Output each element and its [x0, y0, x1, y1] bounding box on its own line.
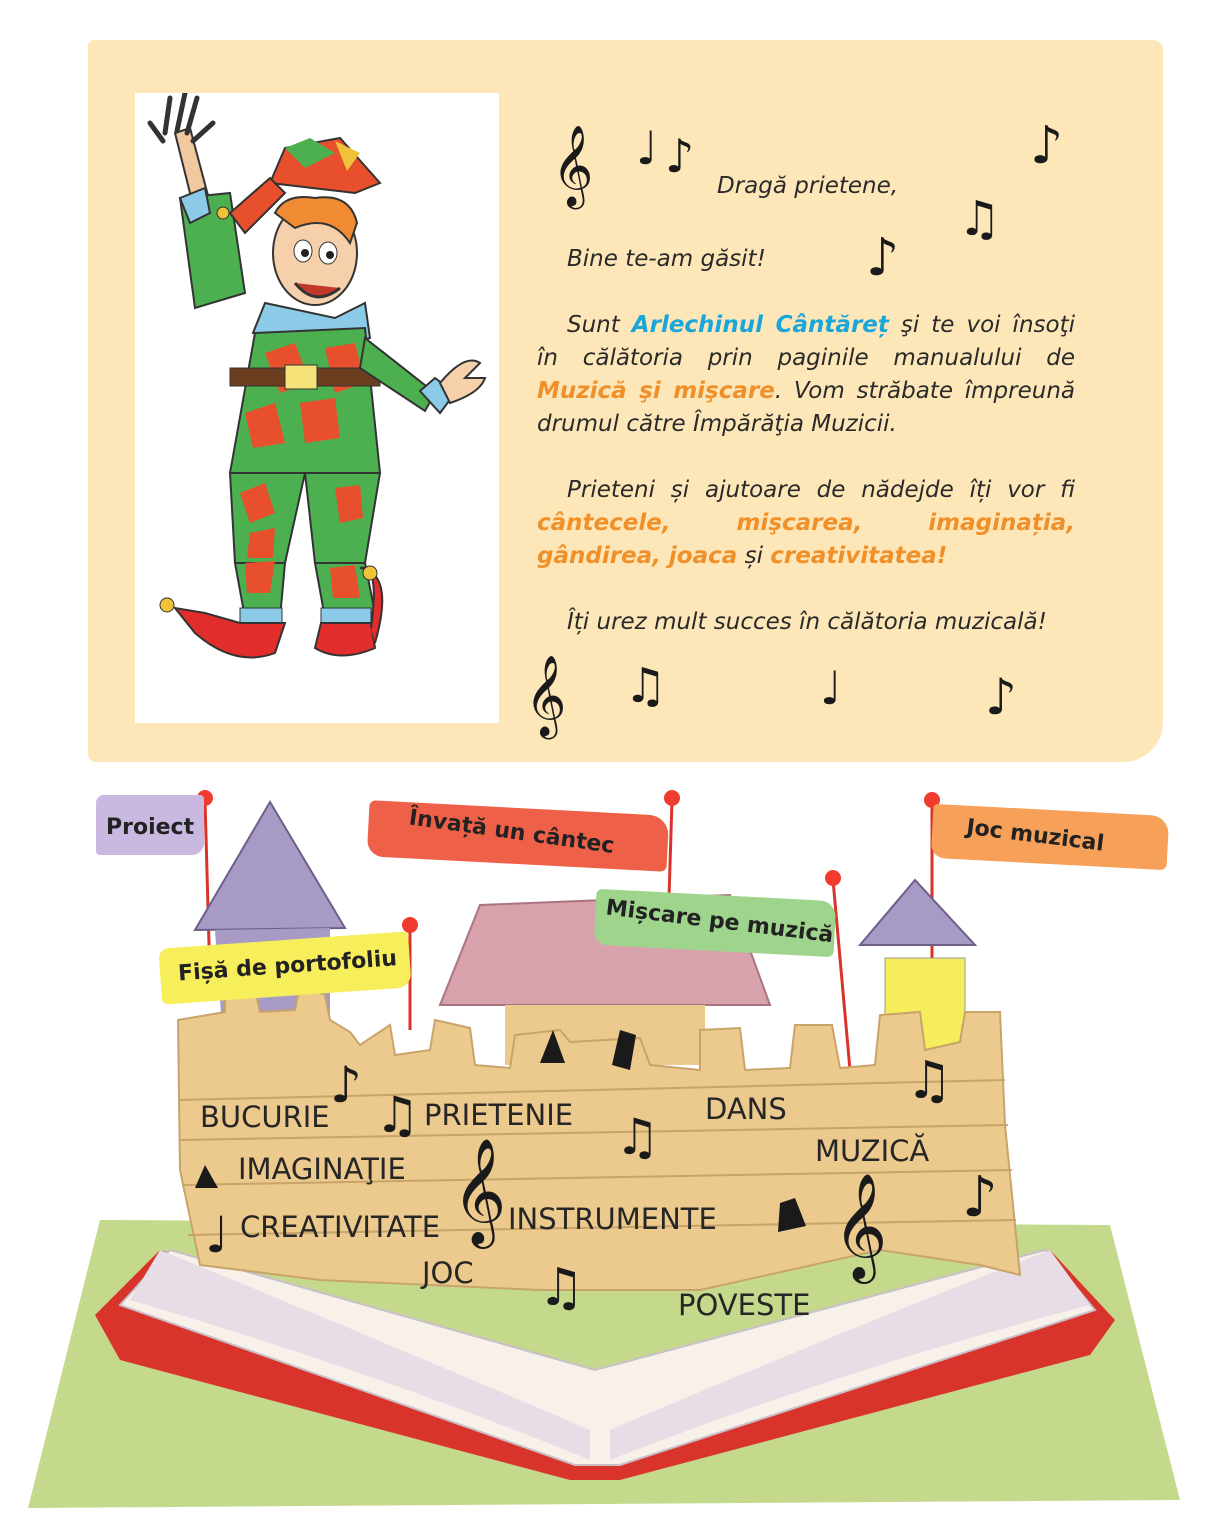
letter-closing: Îți urez mult succes în călătoria muzicală!: [567, 609, 1047, 635]
wall-word-creativitate: CREATIVITATE: [240, 1210, 441, 1244]
beamed-notes-icon: ♫: [958, 191, 1002, 247]
letter-paragraph-2: Sunt Arlechinul Cântăreț şi te voi însoţi în călătoria prin paginile manualului de Muzică şi mişcare. Vom străbate împreună drumul către Împărăţia Muzicii.: [537, 312, 1075, 437]
beamed-notes-icon: ♫: [375, 1086, 420, 1144]
flag-miscare-pe-muzica: Mișcare pe muzică: [594, 889, 837, 957]
wall-word-imaginatie: IMAGINAŢIE: [238, 1152, 406, 1186]
wall-word-instrumente: INSTRUMENTE: [508, 1202, 717, 1236]
eighth-note-icon: ♩: [636, 121, 658, 175]
eighth-note-icon: ♪: [985, 668, 1017, 726]
beamed-notes-icon: ♫: [615, 1108, 660, 1166]
wall-word-muzica: MUZICĂ: [815, 1134, 930, 1168]
flag-invata-un-cantec: Învață un cântec: [367, 800, 670, 872]
letter-text: [537, 170, 1075, 639]
letter-paragraph-3: Prieteni și ajutoare de nădejde îți vor fi cântecele, mişcarea, imaginația, gândirea, joaca și creativitatea!: [537, 477, 1075, 569]
treble-clef-icon: 𝄞: [552, 124, 594, 206]
eighth-note-icon: ♪: [665, 129, 695, 183]
wall-word-prietenie: PRIETENIE: [424, 1098, 574, 1132]
flag-fisa-de-portofoliu: Fișă de portofoliu: [158, 931, 411, 1004]
character-name: Arlechinul Cântăreț: [631, 312, 889, 338]
wall-word-bucurie: BUCURIE: [200, 1100, 330, 1134]
letter-line1: Bine te-am găsit!: [567, 246, 766, 272]
treble-clef-icon: 𝄞: [452, 1137, 507, 1244]
beamed-notes-icon: ♫: [538, 1258, 585, 1318]
eighth-note-icon: ♪: [866, 228, 900, 288]
treble-clef-icon: 𝄞: [833, 1172, 888, 1279]
wall-word-joc: JOC: [422, 1256, 474, 1290]
eighth-note-icon: ♪: [1030, 116, 1064, 176]
jester-illustration: [135, 93, 499, 723]
wall-word-dans: DANS: [705, 1092, 787, 1126]
flag-proiect: Proiect: [96, 795, 204, 855]
quarter-note-icon: ♩: [205, 1206, 229, 1264]
helpers-last: creativitatea!: [770, 543, 948, 569]
subject-name: Muzică şi mişcare: [537, 378, 775, 404]
treble-clef-icon: 𝄞: [525, 654, 567, 736]
eighth-note-icon: ♪: [330, 1056, 362, 1114]
wall-word-poveste: POVESTE: [678, 1288, 811, 1322]
beamed-notes-icon: ♫: [906, 1051, 953, 1111]
quarter-note-icon: ♩: [820, 661, 842, 715]
letter-greeting: Dragă prietene,: [717, 173, 899, 199]
flag-joc-muzical: Joc muzical: [931, 804, 1170, 870]
eighth-note-icon: ♪: [962, 1165, 998, 1230]
helpers-list: cântecele, mişcarea, imaginația, gândirea, joaca: [537, 510, 1075, 569]
jester-box: [135, 93, 499, 723]
beamed-notes-icon: ♫: [624, 658, 668, 714]
